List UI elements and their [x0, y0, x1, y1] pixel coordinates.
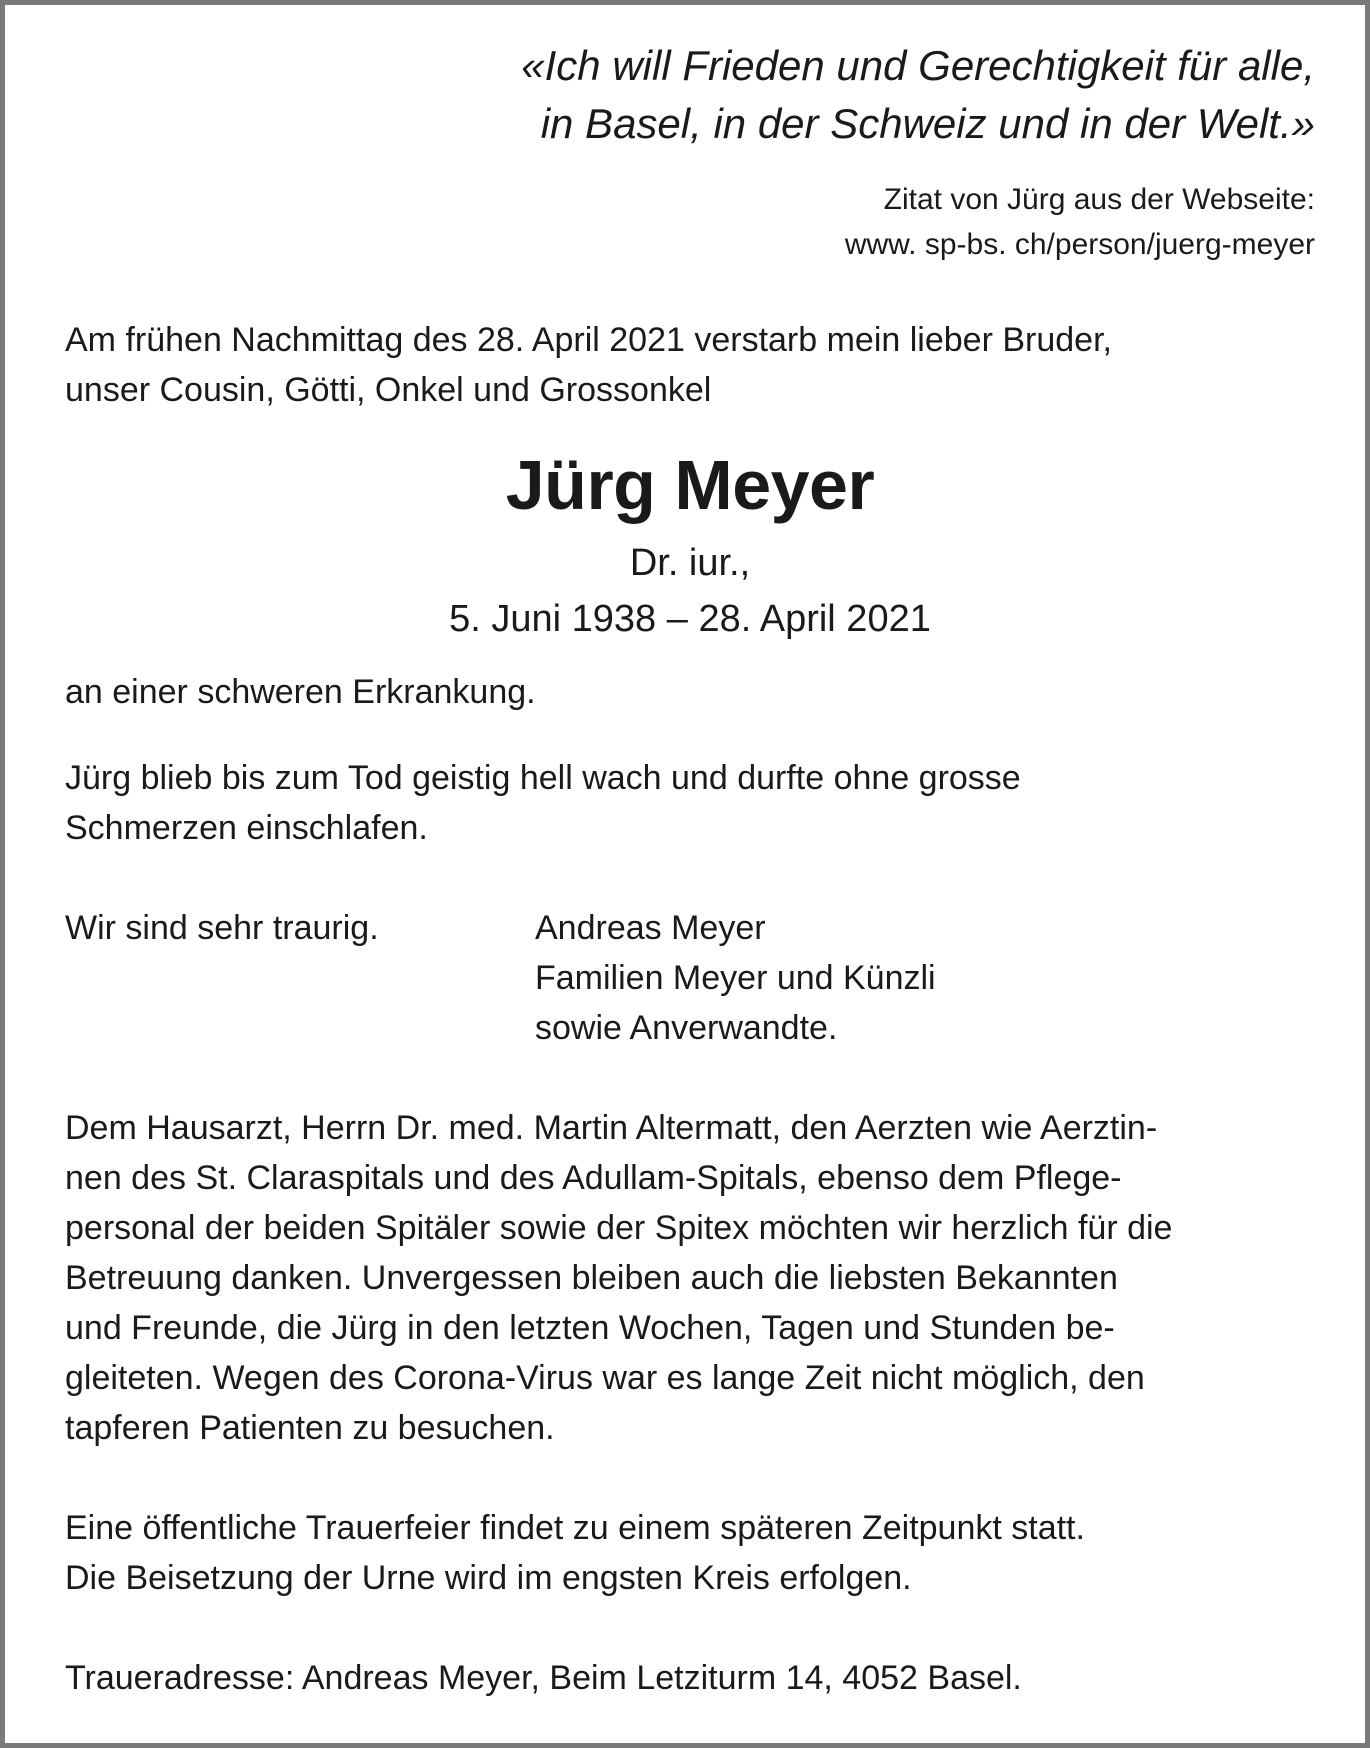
intro-paragraph — [65, 315, 1315, 415]
mourning-address: Traueradresse: Andreas Meyer, Beim Letziturm 14, 4052 Basel. — [65, 1659, 1022, 1697]
signoff-mourners — [535, 903, 936, 1053]
thanks-paragraph — [65, 1103, 1315, 1453]
intro-line: unser Cousin, Götti, Onkel und Grossonkel — [65, 371, 712, 409]
thanks-line: gleiteten. Wegen des Corona-Virus war es lange Zeit nicht möglich, den — [65, 1359, 1145, 1397]
thanks-line: nen des St. Claraspitals und des Adullam-Spitals, ebenso dem Pflege- — [65, 1159, 1122, 1197]
peaceful-line: Jürg blieb bis zum Tod geistig hell wach und durfte ohne grosse — [65, 759, 1021, 797]
mourner-name: Familien Meyer und Künzli — [535, 959, 936, 997]
thanks-line: Betreuung danken. Unvergessen bleiben auch die liebsten Bekannten — [65, 1259, 1118, 1297]
mourner-name: sowie Anverwandte. — [535, 1009, 838, 1047]
quote-source-line: Zitat von Jürg aus der Webseite: — [883, 183, 1315, 216]
quote-line: in Basel, in der Schweiz und in der Welt.» — [540, 100, 1315, 147]
deceased-name: Jürg Meyer — [505, 446, 875, 524]
signoff-statement: Wir sind sehr traurig. — [65, 909, 379, 947]
thanks-line: personal der beiden Spitäler sowie der Spitex möchten wir herzlich für die — [65, 1209, 1173, 1247]
ceremony-line: Die Beisetzung der Urne wird im engsten Kreis erfolgen. — [65, 1559, 912, 1597]
quote — [65, 35, 1315, 153]
signoff — [65, 903, 1315, 1053]
mourner-name: Andreas Meyer — [535, 909, 766, 947]
thanks-line: tapferen Patienten zu besuchen. — [65, 1409, 555, 1447]
ceremony-line: Eine öffentliche Trauerfeier findet zu einem späteren Zeitpunkt statt. — [65, 1509, 1085, 1547]
peaceful-paragraph — [65, 753, 1315, 853]
thanks-line: Dem Hausarzt, Herrn Dr. med. Martin Altermatt, den Aerzten wie Aerztin- — [65, 1109, 1158, 1147]
thanks-line: und Freunde, die Jürg in den letzten Wochen, Tagen und Stunden be- — [65, 1309, 1115, 1347]
deceased-title: Dr. iur., — [629, 542, 751, 584]
quote-source — [65, 177, 1315, 267]
quote-line: «Ich will Frieden und Gerechtigkeit für alle, — [521, 42, 1315, 89]
obituary-content — [65, 35, 1315, 1703]
intro-line: Am frühen Nachmittag des 28. April 2021 verstarb mein lieber Bruder, — [65, 321, 1112, 359]
cause-of-death: an einer schweren Erkrankung. — [65, 673, 536, 711]
deceased-dates: 5. Juni 1938 – 28. April 2021 — [449, 598, 931, 640]
peaceful-line: Schmerzen einschlafen. — [65, 809, 428, 847]
quote-source-url: www. sp-bs. ch/person/juerg-meyer — [844, 228, 1315, 261]
ceremony-paragraph — [65, 1503, 1315, 1603]
